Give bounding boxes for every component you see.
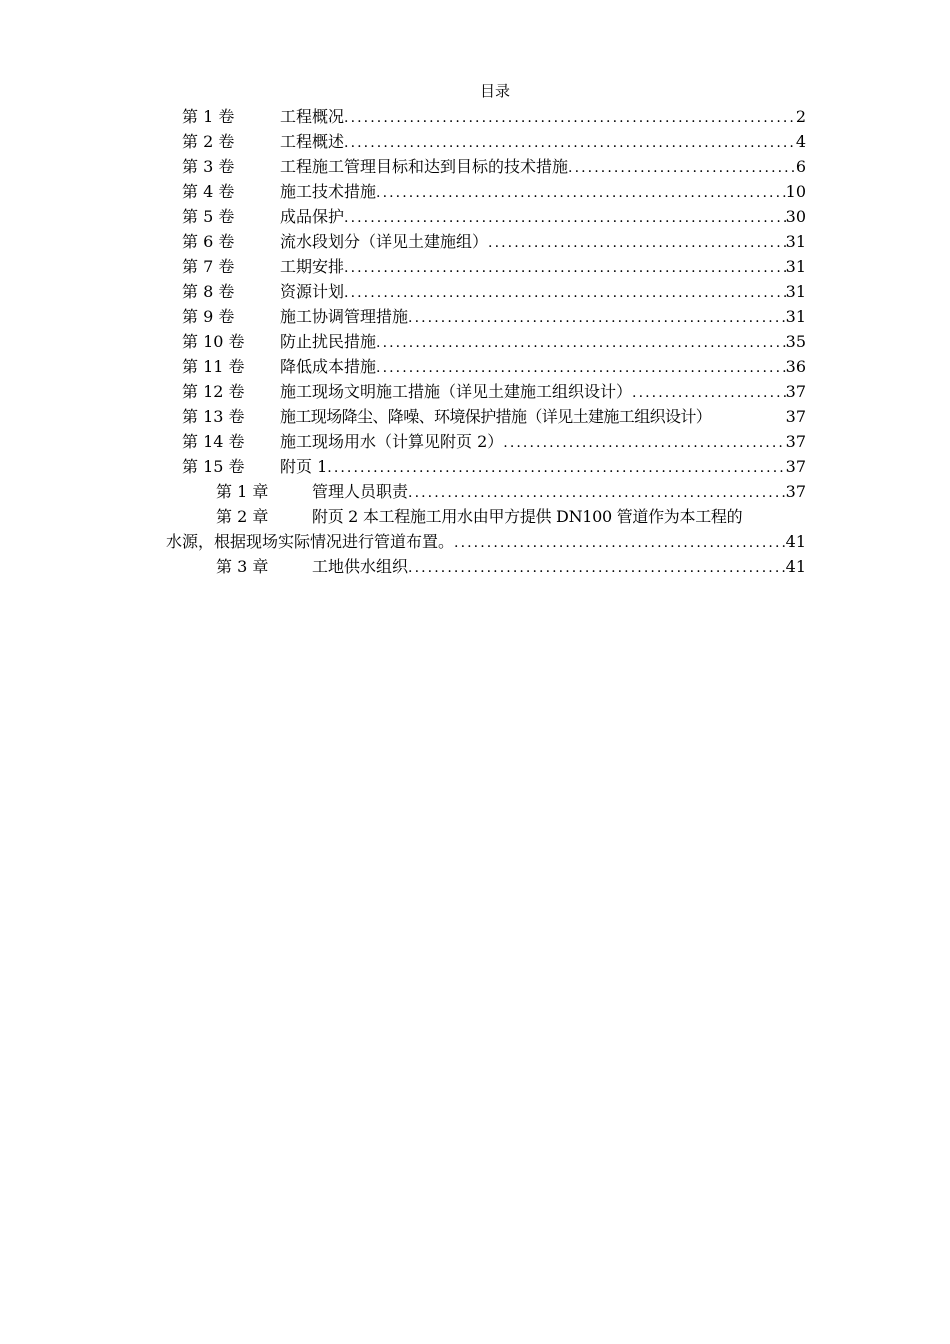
toc-entry-page: 10	[785, 182, 806, 201]
toc-entry-number: 第 9 卷	[182, 307, 235, 326]
dot-leader	[344, 131, 796, 156]
dot-leader	[344, 106, 796, 131]
toc-entry-page: 4	[795, 132, 806, 151]
toc-entry-page: 31	[785, 282, 806, 301]
toc-entry-label: 流水段划分（详见土建施组）	[280, 232, 489, 251]
toc-list	[166, 104, 806, 579]
dot-leader	[632, 381, 786, 406]
toc-chapter-page: 41	[785, 557, 806, 576]
toc-entry-page: 36	[785, 357, 806, 376]
toc-entry-number: 第 1 卷	[182, 107, 235, 126]
toc-entry-label: 工程概况	[280, 107, 345, 126]
toc-entry-label: 工程施工管理目标和达到目标的技术措施	[280, 157, 569, 176]
toc-entry-label: 施工现场文明施工措施（详见土建施工组织设计）	[280, 382, 633, 401]
dot-leader	[488, 231, 786, 256]
toc-entry-label: 工程概述	[280, 132, 345, 151]
dot-leader	[568, 156, 796, 181]
toc-entry-page: 2	[795, 107, 806, 126]
toc-entry[interactable]	[182, 179, 806, 204]
toc-entry-page: 31	[785, 307, 806, 326]
toc-chapter-line	[182, 504, 806, 529]
toc-entry-page: 30	[785, 207, 806, 226]
toc-entry-page: 6	[795, 157, 806, 176]
toc-entry[interactable]	[182, 429, 806, 454]
dot-leader	[454, 531, 786, 556]
dot-leader	[376, 181, 786, 206]
toc-entry-page: 37	[785, 382, 806, 401]
toc-title: 目录	[479, 82, 510, 100]
dot-leader	[376, 331, 786, 356]
toc-entry-page: 37	[785, 457, 806, 476]
dot-leader	[503, 431, 785, 456]
toc-chapter-number: 第 2 章	[216, 507, 269, 526]
toc-entry[interactable]	[182, 154, 806, 179]
toc-entry[interactable]	[182, 454, 806, 479]
toc-entry[interactable]	[182, 304, 806, 329]
toc-entry-label: 附页 1	[280, 457, 328, 476]
toc-entry-label: 资源计划	[280, 282, 345, 301]
toc-entry-label: 工期安排	[280, 257, 345, 276]
toc-entry-label: 降低成本措施	[280, 357, 377, 376]
toc-chapter-label-continued: 水源，根据现场实际情况进行管道布置。	[166, 532, 455, 551]
toc-entry[interactable]	[182, 129, 806, 154]
dot-leader	[408, 556, 786, 581]
toc-entry[interactable]	[182, 279, 806, 304]
toc-chapter-label: 管理人员职责	[312, 482, 409, 501]
toc-chapter-page: 37	[785, 482, 806, 501]
toc-chapter-number: 第 3 章	[216, 557, 269, 576]
toc-entry-number: 第 14 卷	[182, 432, 245, 451]
toc-entry-number: 第 11 卷	[182, 357, 245, 376]
toc-entry[interactable]	[182, 104, 806, 129]
toc-entry-label: 施工协调管理措施	[280, 307, 409, 326]
dot-leader	[408, 481, 786, 506]
toc-chapter[interactable]	[166, 504, 806, 554]
toc-entry[interactable]	[182, 329, 806, 354]
toc-chapter-label: 附页 2 本工程施工用水由甲方提供 DN100 管道作为本工程的	[312, 507, 743, 526]
toc-entry-page: 37	[785, 407, 806, 426]
toc-entry-label: 施工现场降尘、降噪、环境保护措施（详见土建施工组织设计）	[280, 407, 712, 426]
dot-leader	[344, 206, 786, 231]
toc-entry-number: 第 6 卷	[182, 232, 235, 251]
toc-entry-label: 防止扰民措施	[280, 332, 377, 351]
toc-chapter-line-continued	[166, 529, 806, 554]
toc-entry-number: 第 15 卷	[182, 457, 245, 476]
toc-entry-number: 第 5 卷	[182, 207, 235, 226]
toc-entry-number: 第 7 卷	[182, 257, 235, 276]
toc-entry[interactable]	[182, 204, 806, 229]
toc-entry-number: 第 12 卷	[182, 382, 245, 401]
toc-chapter[interactable]	[182, 554, 806, 579]
toc-chapter-page: 41	[785, 532, 806, 551]
toc-chapter-label: 工地供水组织	[312, 557, 409, 576]
toc-entry[interactable]	[182, 379, 806, 404]
toc-entry-page: 31	[785, 257, 806, 276]
toc-entry-number: 第 3 卷	[182, 157, 235, 176]
dot-leader	[344, 281, 786, 306]
toc-entry-number: 第 8 卷	[182, 282, 235, 301]
dot-leader	[376, 356, 786, 381]
dot-leader	[327, 456, 785, 481]
toc-entry-label: 施工技术措施	[280, 182, 377, 201]
toc-chapter-number: 第 1 章	[216, 482, 269, 501]
toc-entry-label: 施工现场用水（计算见附页 2）	[280, 432, 504, 451]
dot-leader	[408, 306, 786, 331]
toc-entry[interactable]	[182, 404, 806, 429]
toc-entry-page: 35	[785, 332, 806, 351]
toc-entry-page: 37	[785, 432, 806, 451]
toc-entry[interactable]	[182, 254, 806, 279]
toc-entry-number: 第 13 卷	[182, 407, 245, 426]
toc-entry[interactable]	[182, 229, 806, 254]
toc-entry-number: 第 4 卷	[182, 182, 235, 201]
toc-entry[interactable]	[182, 354, 806, 379]
toc-entry-number: 第 2 卷	[182, 132, 235, 151]
dot-leader	[344, 256, 786, 281]
toc-entry-number: 第 10 卷	[182, 332, 245, 351]
toc-entry-page: 31	[785, 232, 806, 251]
toc-entry-label: 成品保护	[280, 207, 345, 226]
toc-chapter[interactable]	[182, 479, 806, 504]
